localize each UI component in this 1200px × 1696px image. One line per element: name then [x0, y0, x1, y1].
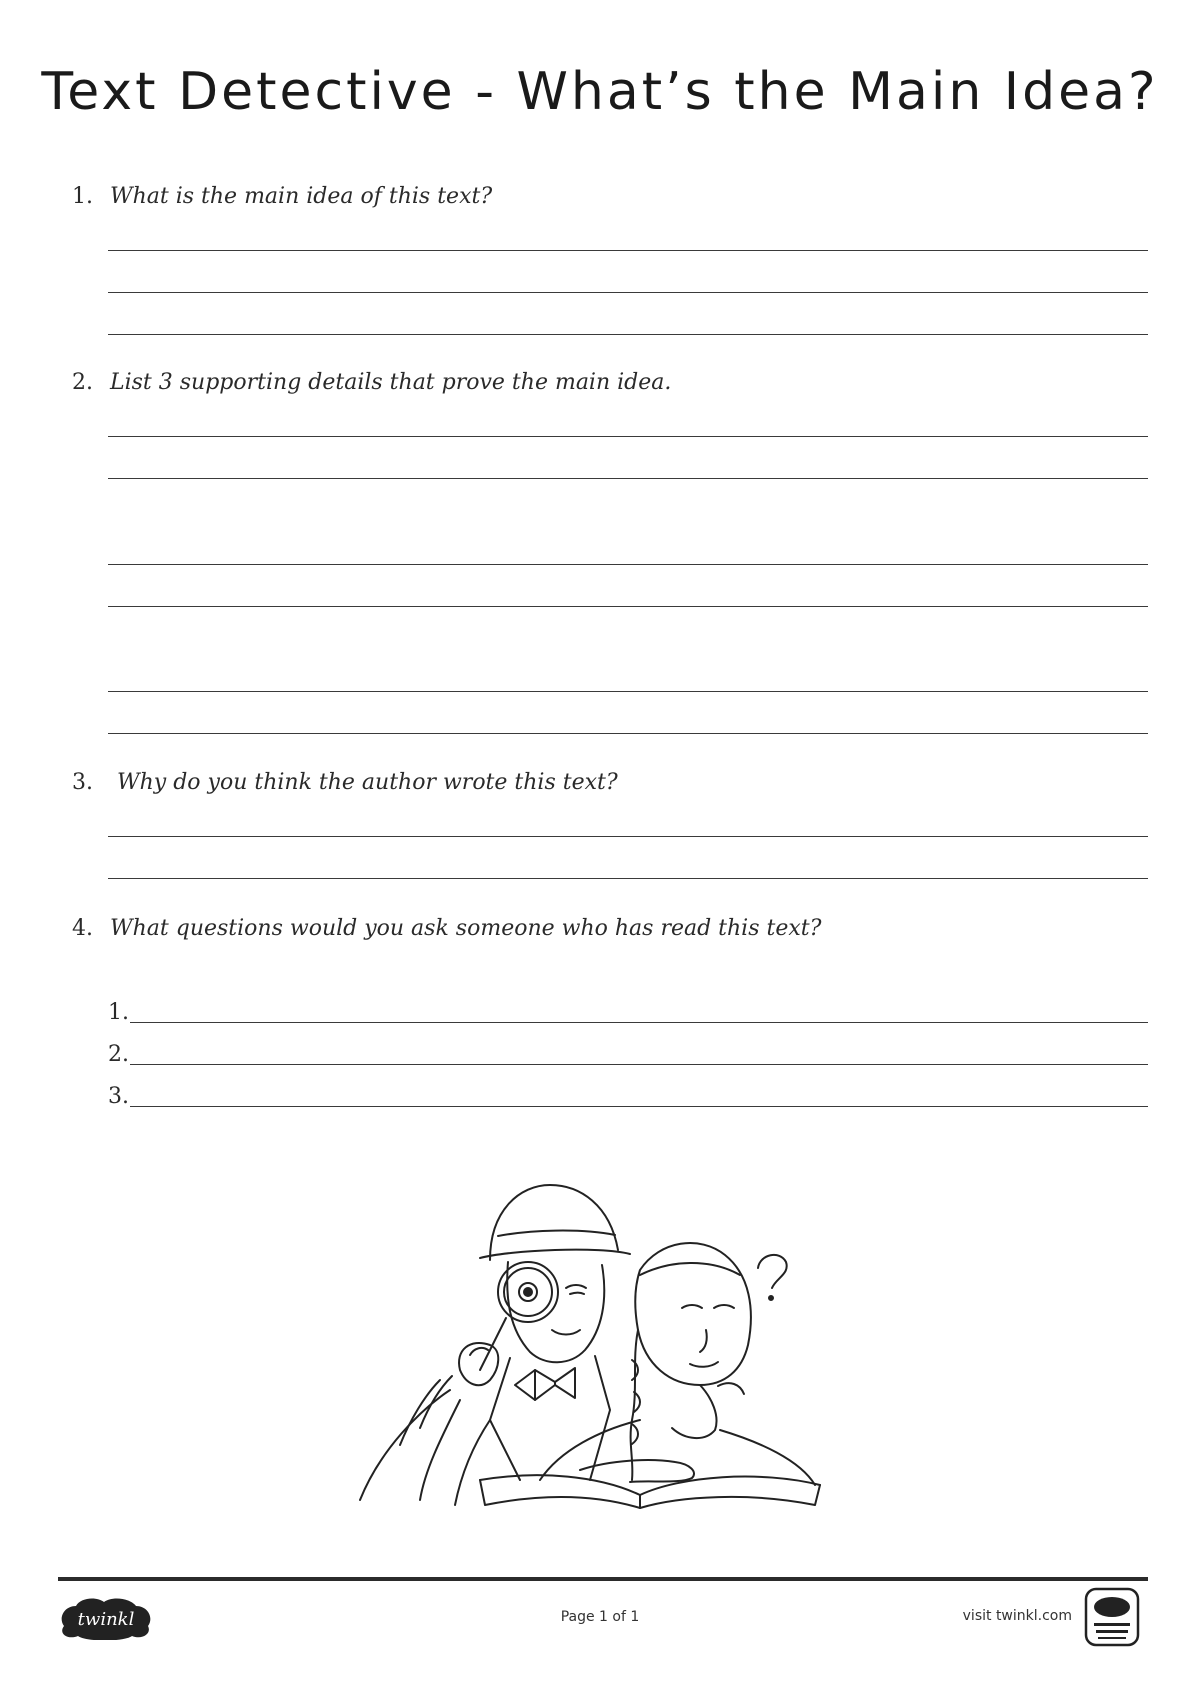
sub-answer-label-2: 2. [108, 1042, 129, 1067]
answer-line[interactable] [108, 836, 1148, 837]
answer-line[interactable] [108, 478, 1148, 479]
answer-line[interactable] [108, 334, 1148, 335]
sub-answer-line-3[interactable] [130, 1106, 1148, 1107]
answer-line[interactable] [108, 250, 1148, 251]
sub-answer-label-3: 3. [108, 1084, 129, 1109]
question-text: List 3 supporting details that prove the main idea. [110, 370, 672, 395]
answer-line[interactable] [108, 733, 1148, 734]
detective-illustration [340, 1180, 900, 1510]
visit-link[interactable]: visit twinkl.com [962, 1608, 1072, 1624]
sub-answer-line-2[interactable] [130, 1064, 1148, 1065]
question-text: What questions would you ask someone who has read this text? [110, 916, 822, 941]
footer-rule [58, 1577, 1148, 1581]
question-3 [72, 770, 618, 795]
sub-answer-line-1[interactable] [130, 1022, 1148, 1023]
answer-line[interactable] [108, 691, 1148, 692]
answer-line[interactable] [108, 878, 1148, 879]
logo-text: twinkl [77, 1609, 135, 1630]
page-title: Text Detective - What’s the Main Idea? [41, 62, 1159, 122]
answer-line[interactable] [108, 292, 1148, 293]
question-number: 4. [72, 916, 93, 941]
quality-badge-icon [1082, 1585, 1142, 1649]
answer-line[interactable] [108, 606, 1148, 607]
answer-line[interactable] [108, 564, 1148, 565]
question-number: 2. [72, 370, 93, 395]
question-number: 1. [72, 184, 93, 209]
question-number: 3. [72, 770, 93, 795]
question-text: Why do you think the author wrote this text? [110, 770, 618, 795]
question-1 [72, 184, 492, 209]
answer-line[interactable] [108, 436, 1148, 437]
question-2 [72, 370, 671, 395]
page-number: Page 1 of 1 [560, 1609, 640, 1625]
question-text: What is the main idea of this text? [110, 184, 493, 209]
sub-answer-label-1: 1. [108, 1000, 129, 1025]
question-4 [72, 916, 821, 941]
